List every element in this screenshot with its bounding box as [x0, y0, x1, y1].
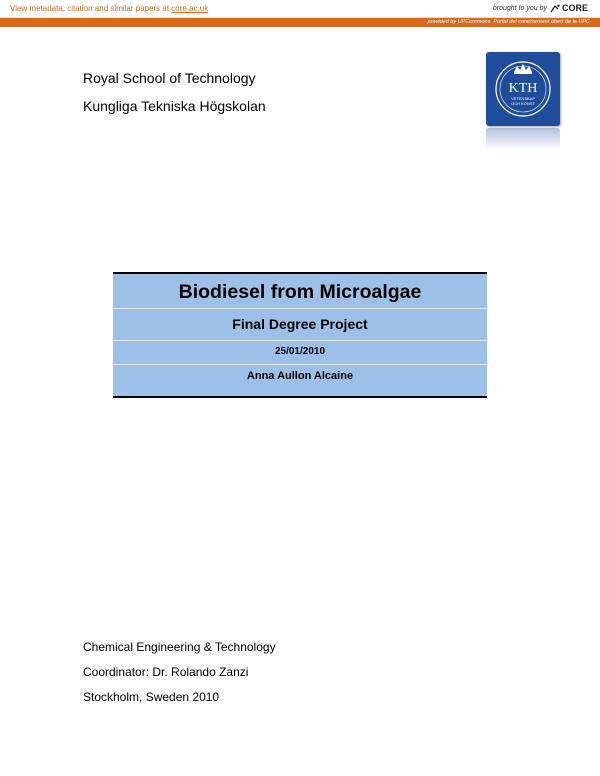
provided-by-bar [0, 18, 600, 27]
institution-name-swedish: Kungliga Tekniska Högskolan [83, 98, 266, 114]
core-logo [550, 3, 588, 13]
kth-logo-badge [486, 52, 560, 126]
kth-logo [486, 52, 562, 152]
core-metadata-link[interactable] [10, 4, 208, 13]
document-author: Anna Aullon Alcaine [246, 370, 354, 382]
core-logo-icon [550, 4, 560, 13]
core-link-domain[interactable]: core.ac.uk [171, 4, 209, 13]
kth-logo-letters: KTH [508, 81, 538, 96]
document-date: 25/01/2010 [274, 346, 326, 357]
title-box-divider [113, 340, 487, 341]
core-brought-by[interactable] [493, 3, 588, 13]
kth-crest-icon [486, 52, 560, 126]
kth-logo-motto-1: VETENSKAP [510, 96, 536, 101]
core-link-prefix: View metadata, citation and similar papers at [10, 4, 172, 13]
institution-name-english: Royal School of Technology [83, 70, 256, 86]
kth-logo-motto-2: OCH KONST [511, 101, 535, 106]
core-banner [0, 0, 600, 17]
title-box [113, 272, 487, 398]
provided-by-text: provided by UPCommons. Portal del coneixement obert de la UPC [427, 19, 590, 25]
document-subtitle: Final Degree Project [232, 316, 368, 332]
core-logo-text: CORE [561, 3, 588, 13]
document-title: Biodiesel from Microalgae [178, 281, 422, 303]
kth-logo-reflection [486, 128, 560, 150]
core-brought-by-text: brought to you by [492, 4, 547, 12]
title-box-divider [113, 308, 487, 309]
coordinator-name: Coordinator: Dr. Rolando Zanzi [83, 665, 249, 679]
department-name: Chemical Engineering & Technology [83, 640, 276, 654]
location-year: Stockholm, Sweden 2010 [83, 690, 220, 704]
title-box-divider [113, 364, 487, 365]
